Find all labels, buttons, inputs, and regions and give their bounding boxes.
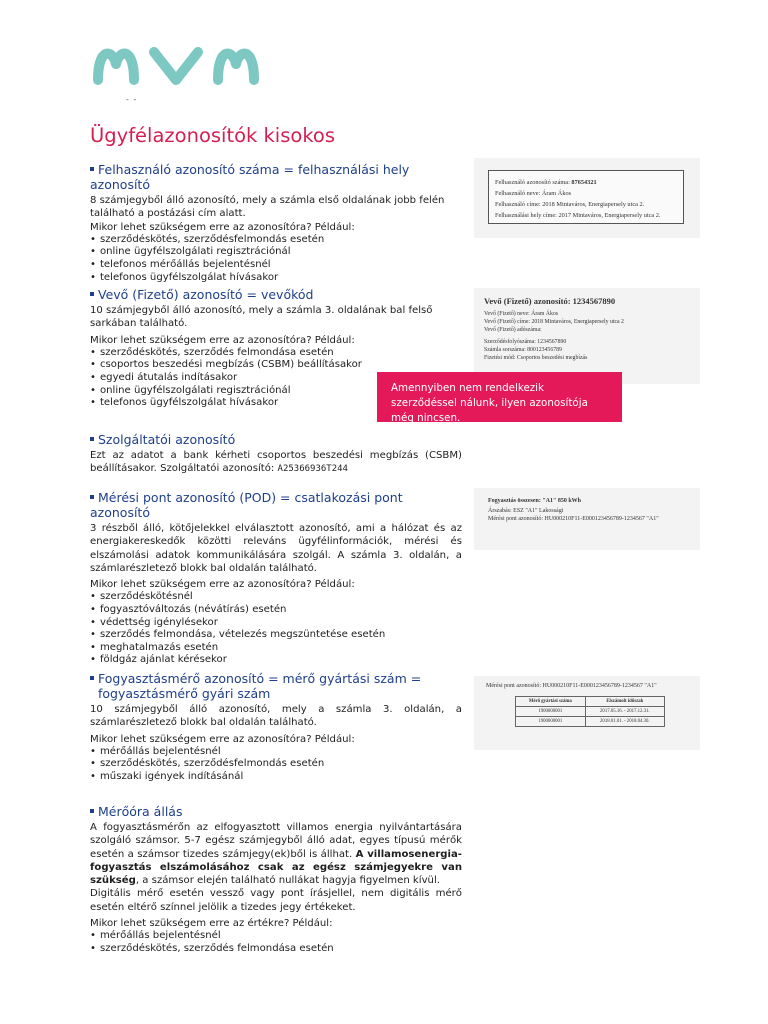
list-item: • szerződéskötés, szerződésfelmondás esetén [90,234,462,247]
list-item: • online ügyfélszolgálati regisztrációnál [90,246,462,259]
usage-list [90,591,462,667]
list-item: • szerződéskötés, szerződés felmondása esetén [90,943,462,956]
section-text: 3 részből álló, kötőjelekkel elválasztott azonosító, ami a hálózat és az energiakereskedők közötti releváns ügyfélinformációk, mérési és elszámolási adatok kommunikálására szolgál. A számla 3. oldalán, a számlarészletező blokk bal oldalán található. [90,523,462,574]
list-item: • mérőállás bejelentésnél [90,930,462,943]
section-meroora-allas [90,804,462,956]
list-item: • védettség igénylésekor [90,617,462,630]
table-cell: 1900000001 [516,717,586,727]
sample-header: Vevő (Fizető) azonosító: 1234567890 [484,296,616,306]
table-cell: 2018.01.01. - 2018.04.30. [585,717,664,727]
logo-dots: - - [126,95,138,104]
section-fogyasztasmero-azonosito [90,671,462,784]
section-szolgaltatoi-azonosito [90,432,462,477]
usage-list [90,746,462,784]
sample-line: Felhasználó azonosító száma: 87654321 [495,179,597,186]
section-heading: Fogyasztásmérő azonosító = mérő gyártási szám = fogyasztásmérő gyári szám [90,671,462,701]
section-text: Ezt az adatot a bank kérheti csoportos beszedési megbízás (CSBM) beállításakor. Szolgáltatói azonosító: A25366936T244 [90,450,462,475]
list-item: • telefonos ügyfélszolgálat hívásakor [90,272,462,285]
sample-line: Mérési pont azonosító: HU000210F11-E000123456789-1234567 "A1" [488,516,659,522]
section-heading: Mérési pont azonosító (POD) = csatlakozási pont azonosító [90,490,403,520]
list-item: • egyedi átutalás indításakor [90,372,462,385]
section-text: 8 számjegyből álló azonosító, mely a számla első oldalának jobb felén található a postázási cím alatt. [90,195,445,220]
usage-list [90,930,462,955]
section-felhasznalo-azonosito [90,162,462,284]
table-cell: 1900000001 [516,707,586,717]
list-item: • szerződéskötésnél [90,591,462,604]
bullet-square-icon [90,676,94,680]
sample-line: Felhasználó neve: Áram Ákos [495,190,572,197]
no-contract-callout: Amennyiben nem rendelkezik szerződéssel nálunk, ilyen azonosítója még nincsen. [377,372,622,422]
mvm-logo [92,44,262,88]
section-text: 10 számjegyből álló azonosító, mely a számla 3. oldalának bal felső sarkában található. [90,305,433,330]
list-item: • meghatalmazás esetén [90,642,462,655]
section-heading: Mérőóra állás [90,804,462,819]
list-item: • telefonos mérőállás bejelentésnél [90,259,462,272]
sample-line: Felhasználó címe: 2018 Mintaváros, Energiapersely utca 2. [495,201,645,208]
sample-line: Szerződésfolyószáma: 1234567890 [484,339,567,345]
bullet-square-icon [90,495,94,499]
sample-line: Vevő (Fizető) neve: Áram Ákos [484,311,559,317]
section-text-digital: Digitális mérő esetén vessző vagy pont írásjellel, nem digitális mérő esetén eltérő színnel jelölik a tizedes jegy értékeket. [90,888,462,913]
section-heading: Felhasználó azonosító száma = felhasználási hely azonosító [90,162,410,192]
section-heading: Szolgáltatói azonosító [90,432,462,447]
list-item: • fogyasztóváltozás (névátírás) esetén [90,604,462,617]
section-question: Mikor lehet szükségem erre az azonosítóra? Például: [90,334,355,346]
provider-id-code: A25366936T244 [277,464,348,475]
list-item: • csoportos beszedési megbízás (CSBM) beállításakor [90,359,462,372]
sample-line: Felhasználási hely címe: 2017 Mintaváros, Energiapersely utca 2. [495,212,661,219]
section-question: Mikor lehet szükségem erre az azonosítóra? Például: [90,221,355,233]
sample-group [484,338,587,362]
invoice-sample-meter-id [474,676,700,750]
invoice-sample-user-id [474,158,700,238]
table-row [516,717,665,727]
usage-list [90,234,462,284]
list-item: • telefonos ügyfélszolgálat hívásakor [90,397,462,410]
list-item: • műszaki igények indításánál [90,771,462,784]
sample-line: Mérési pont azonosító: HU000210F11-E000123456789-1234567 "A1" [486,683,657,689]
section-question: Mikor lehet szükségem erre az azonosítóra? Például: [90,733,355,745]
sample-line: Számla sorszáma: 800123456789 [484,347,562,353]
invoice-sample-pod [474,488,700,550]
section-heading: Vevő (Fizető) azonosító = vevőkód [90,287,462,302]
sample-group [484,310,624,334]
bullet-square-icon [90,809,94,813]
meter-table [515,696,665,727]
section-text: A fogyasztásmérőn az elfogyasztott villamos energia nyilvántartására szolgáló számsor. 5-7 egész számjegyből álló adat, egyes típusú mérők esetén a számsor tizedes számjegy(ek)ből is állhat. A villamosenergia-fogyasztás elszámolásához csak az egész számjegyekre van szükség, a számsor elején található nullákat hagyja figyelmen kívül. [90,822,462,887]
list-item: • szerződés felmondása, vételezés megszüntetése esetén [90,629,462,642]
list-item: • földgáz ajánlat kérésekor [90,654,462,667]
sample-line: Vevő (Fizető) címe: 2018 Mintaváros, Energiapersely utca 2 [484,319,624,325]
page-title: Ügyfélazonosítók kisokos [90,124,336,147]
list-item: • online ügyfélszolgálati regisztrációnál [90,385,462,398]
list-item: • szerződéskötés, szerződésfelmondás esetén [90,758,462,771]
invoice-sample-customer-id [474,288,700,384]
sample-line: Fogyasztás összesen: "A1" 850 kWh [488,498,581,504]
list-item: • mérőállás bejelentésnél [90,746,462,759]
section-question: Mikor lehet szükségem erre az azonosítóra? Például: [90,579,355,591]
table-row [516,707,665,717]
section-question: Mikor lehet szükségem erre az értékre? Például: [90,918,333,930]
table-cell: 2017.05.16. - 2017.12.31. [585,707,664,717]
sample-line: Vevő (Fizető) adószáma: [484,327,542,333]
invoice-sample-box [488,170,684,224]
section-meresi-pont-azonosito [90,490,462,667]
table-header: Mérő gyártási száma [516,697,586,707]
sample-line: Fizetési mód: Csoportos beszedési megbízás [484,355,588,361]
list-item: • szerződéskötés, szerződés felmondása esetén [90,347,462,360]
sample-line: Árszabás: ESZ "A1" Lakossági [488,508,564,514]
table-header: Elszámolt időszak [585,697,664,707]
bullet-square-icon [90,437,94,441]
bullet-square-icon [90,292,94,296]
bullet-square-icon [90,167,94,171]
section-text: 10 számjegyből álló azonosító, mely a számla 3. oldalán, a számlarészletező blokk bal oldalán található. [90,704,462,729]
